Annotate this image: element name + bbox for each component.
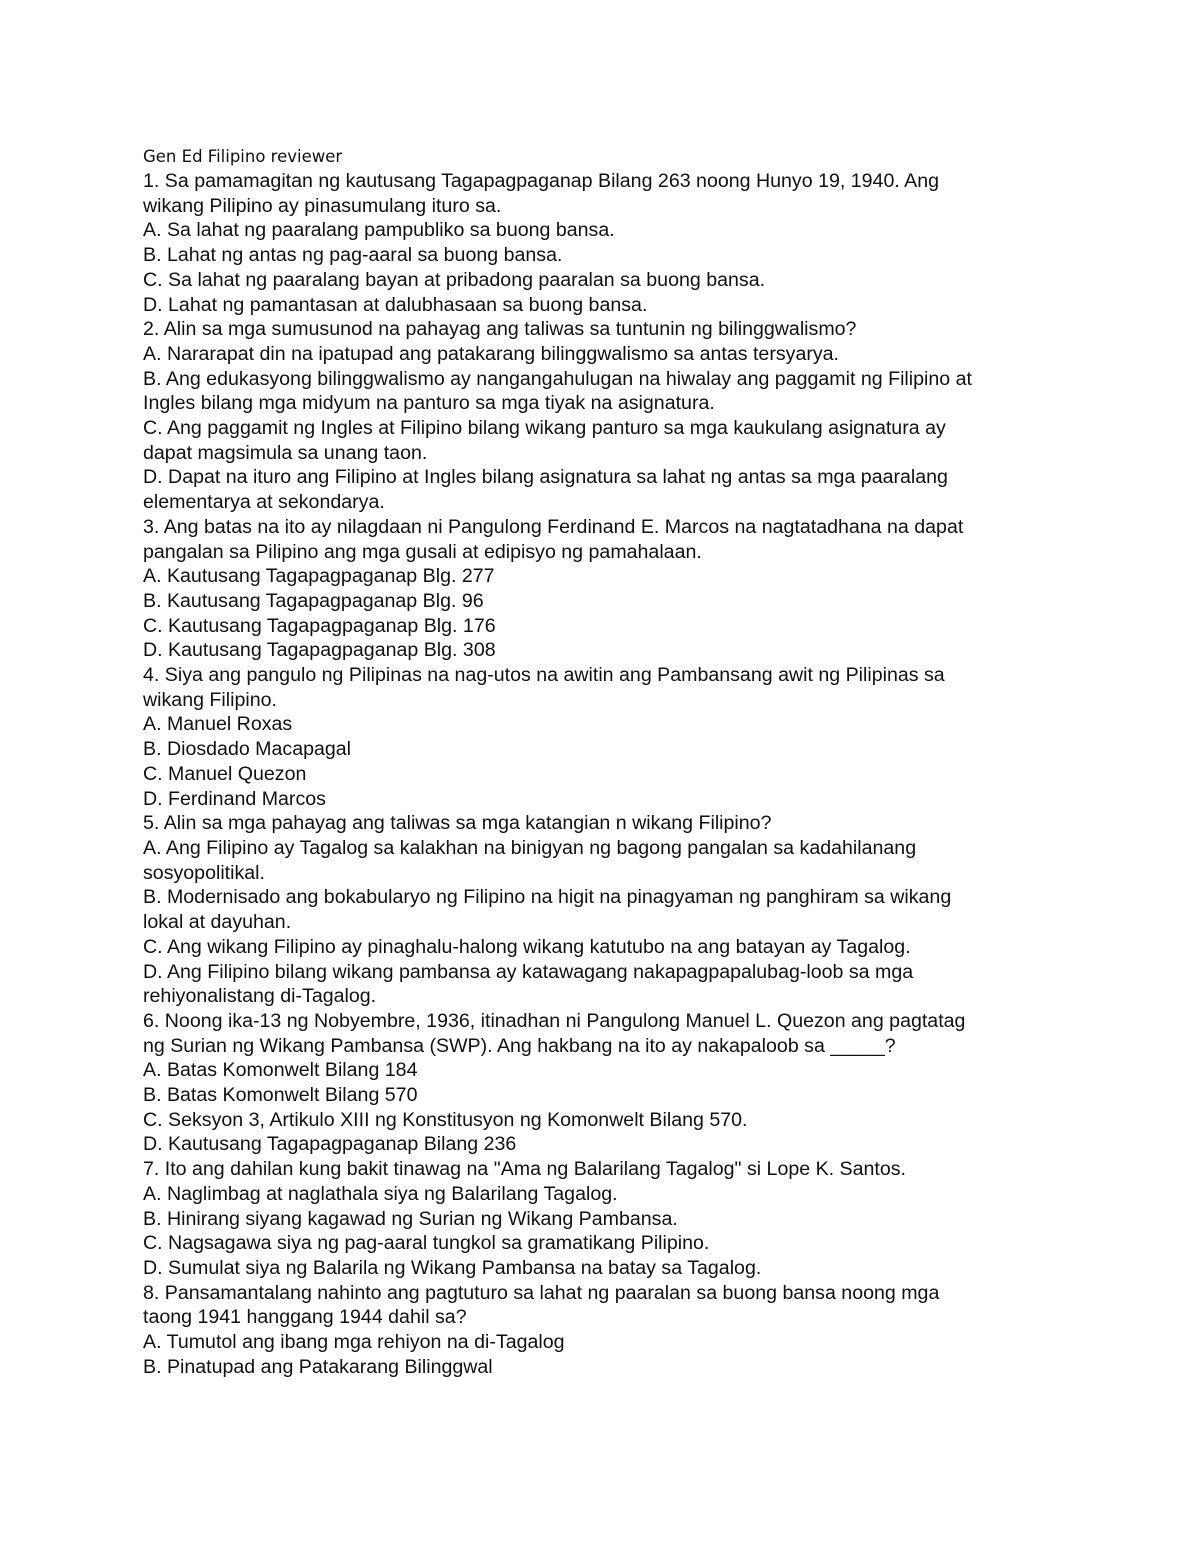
- text-line: C. Seksyon 3, Artikulo XIII ng Konstitusyon ng Komonwelt Bilang 570.: [143, 1108, 748, 1131]
- text-line: B. Diosdado Macapagal: [143, 738, 352, 761]
- text-line: 4. Siya ang pangulo ng Pilipinas na nag-utos na awitin ang Pambansang awit ng Pilipinas sa: [143, 664, 945, 687]
- text-line: C. Ang wikang Filipino ay pinaghalu-halong wikang katutubo na ang batayan ay Tagalog.: [143, 935, 911, 958]
- text-line: D. Kautusang Tagapagpaganap Bilang 236: [143, 1133, 517, 1156]
- text-line: D. Dapat na ituro ang Filipino at Ingles bilang asignatura sa lahat ng antas sa mga paaralang: [143, 466, 948, 489]
- text-line: A. Batas Komonwelt Bilang 184: [143, 1059, 418, 1082]
- document-page: [143, 144, 1073, 1379]
- text-line: A. Naglimbag at naglathala siya ng Balarilang Tagalog.: [143, 1182, 618, 1205]
- text-line: C. Ang paggamit ng Ingles at Filipino bilang wikang panturo sa mga kaukulang asignatura ay: [143, 417, 946, 440]
- text-line: A. Sa lahat ng paaralang pampubliko sa buong bansa.: [143, 219, 615, 242]
- text-line: Ingles bilang mga midyum na panturo sa mga tiyak na asignatura.: [143, 392, 715, 415]
- text-line: taong 1941 hanggang 1944 dahil sa?: [143, 1306, 467, 1329]
- text-line: wikang Filipino.: [143, 688, 277, 711]
- text-line: C. Nagsagawa siya ng pag-aaral tungkol sa gramatikang Pilipino.: [143, 1232, 710, 1255]
- text-line: A. Ang Filipino ay Tagalog sa kalakhan na binigyan ng bagong pangalan sa kadahilanang: [143, 836, 917, 859]
- text-line: D. Ang Filipino bilang wikang pambansa ay katawagang nakapagpapalubag-loob sa mga: [143, 960, 914, 983]
- text-line: B. Pinatupad ang Patakarang Bilinggwal: [143, 1355, 493, 1378]
- text-line: C. Manuel Quezon: [143, 762, 307, 785]
- text-line: B. Modernisado ang bokabularyo ng Filipino na higit na pinagyaman ng panghiram sa wikang: [143, 886, 952, 909]
- text-line: D. Sumulat siya ng Balarila ng Wikang Pambansa na batay sa Tagalog.: [143, 1256, 762, 1279]
- text-line: 1. Sa pamamagitan ng kautusang Tagapagpaganap Bilang 263 noong Hunyo 19, 1940. Ang: [143, 170, 940, 192]
- text-line: 2. Alin sa mga sumusunod na pahayag ang taliwas sa tuntunin ng bilinggwalismo?: [143, 318, 857, 341]
- text-line: A. Kautusang Tagapagpaganap Blg. 277: [143, 565, 495, 588]
- text-line: D. Lahat ng pamantasan at dalubhasaan sa buong bansa.: [143, 293, 648, 316]
- text-line: A. Tumutol ang ibang mga rehiyon na di-Tagalog: [143, 1331, 565, 1354]
- text-line: B. Ang edukasyong bilinggwalismo ay nangangahulugan na hiwalay ang paggamit ng Filipino at: [143, 367, 972, 390]
- text-line: 5. Alin sa mga pahayag ang taliwas sa mga katangian n wikang Filipino?: [143, 812, 772, 835]
- text-line: pangalan sa Pilipino ang mga gusali at edipisyo ng pamahalaan.: [143, 540, 702, 563]
- document-body: [143, 169, 1073, 1379]
- text-line: D. Ferdinand Marcos: [143, 787, 326, 810]
- text-line: C. Kautusang Tagapagpaganap Blg. 176: [143, 614, 496, 637]
- text-line: 7. Ito ang dahilan kung bakit tinawag na "Ama ng Balarilang Tagalog" si Lope K. Santos.: [143, 1158, 906, 1181]
- text-line: sosyopolitikal.: [143, 861, 265, 884]
- document-title: Gen Ed Filipino reviewer: [143, 147, 343, 166]
- text-line: B. Hinirang siyang kagawad ng Surian ng Wikang Pambansa.: [143, 1207, 678, 1230]
- text-line: 3. Ang batas na ito ay nilagdaan ni Pangulong Ferdinand E. Marcos na nagtatadhana na dapat: [143, 515, 964, 538]
- text-line: D. Kautusang Tagapagpaganap Blg. 308: [143, 639, 496, 662]
- text-line: A. Nararapat din na ipatupad ang patakarang bilinggwalismo sa antas tersyarya.: [143, 342, 839, 365]
- text-line: B. Lahat ng antas ng pag-aaral sa buong bansa.: [143, 244, 563, 267]
- text-line: B. Batas Komonwelt Bilang 570: [143, 1084, 418, 1107]
- text-line: rehiyonalistang di-Tagalog.: [143, 985, 377, 1008]
- text-line: ng Surian ng Wikang Pambansa (SWP). Ang hakbang na ito ay nakapaloob sa _____?: [143, 1034, 896, 1057]
- text-line: lokal at dayuhan.: [143, 911, 292, 934]
- text-line: wikang Pilipino ay pinasumulang ituro sa.: [143, 194, 502, 217]
- text-line: A. Manuel Roxas: [143, 713, 293, 736]
- text-line: elementarya at sekondarya.: [143, 491, 385, 514]
- text-line: 6. Noong ika-13 ng Nobyembre, 1936, itinadhan ni Pangulong Manuel L. Quezon ang pagtatag: [143, 1009, 966, 1032]
- text-line: C. Sa lahat ng paaralang bayan at pribadong paaralan sa buong bansa.: [143, 268, 766, 291]
- text-line: 8. Pansamantalang nahinto ang pagtuturo sa lahat ng paaralan sa buong bansa noong mga: [143, 1281, 940, 1304]
- text-line: B. Kautusang Tagapagpaganap Blg. 96: [143, 589, 484, 612]
- text-line: dapat magsimula sa unang taon.: [143, 441, 428, 464]
